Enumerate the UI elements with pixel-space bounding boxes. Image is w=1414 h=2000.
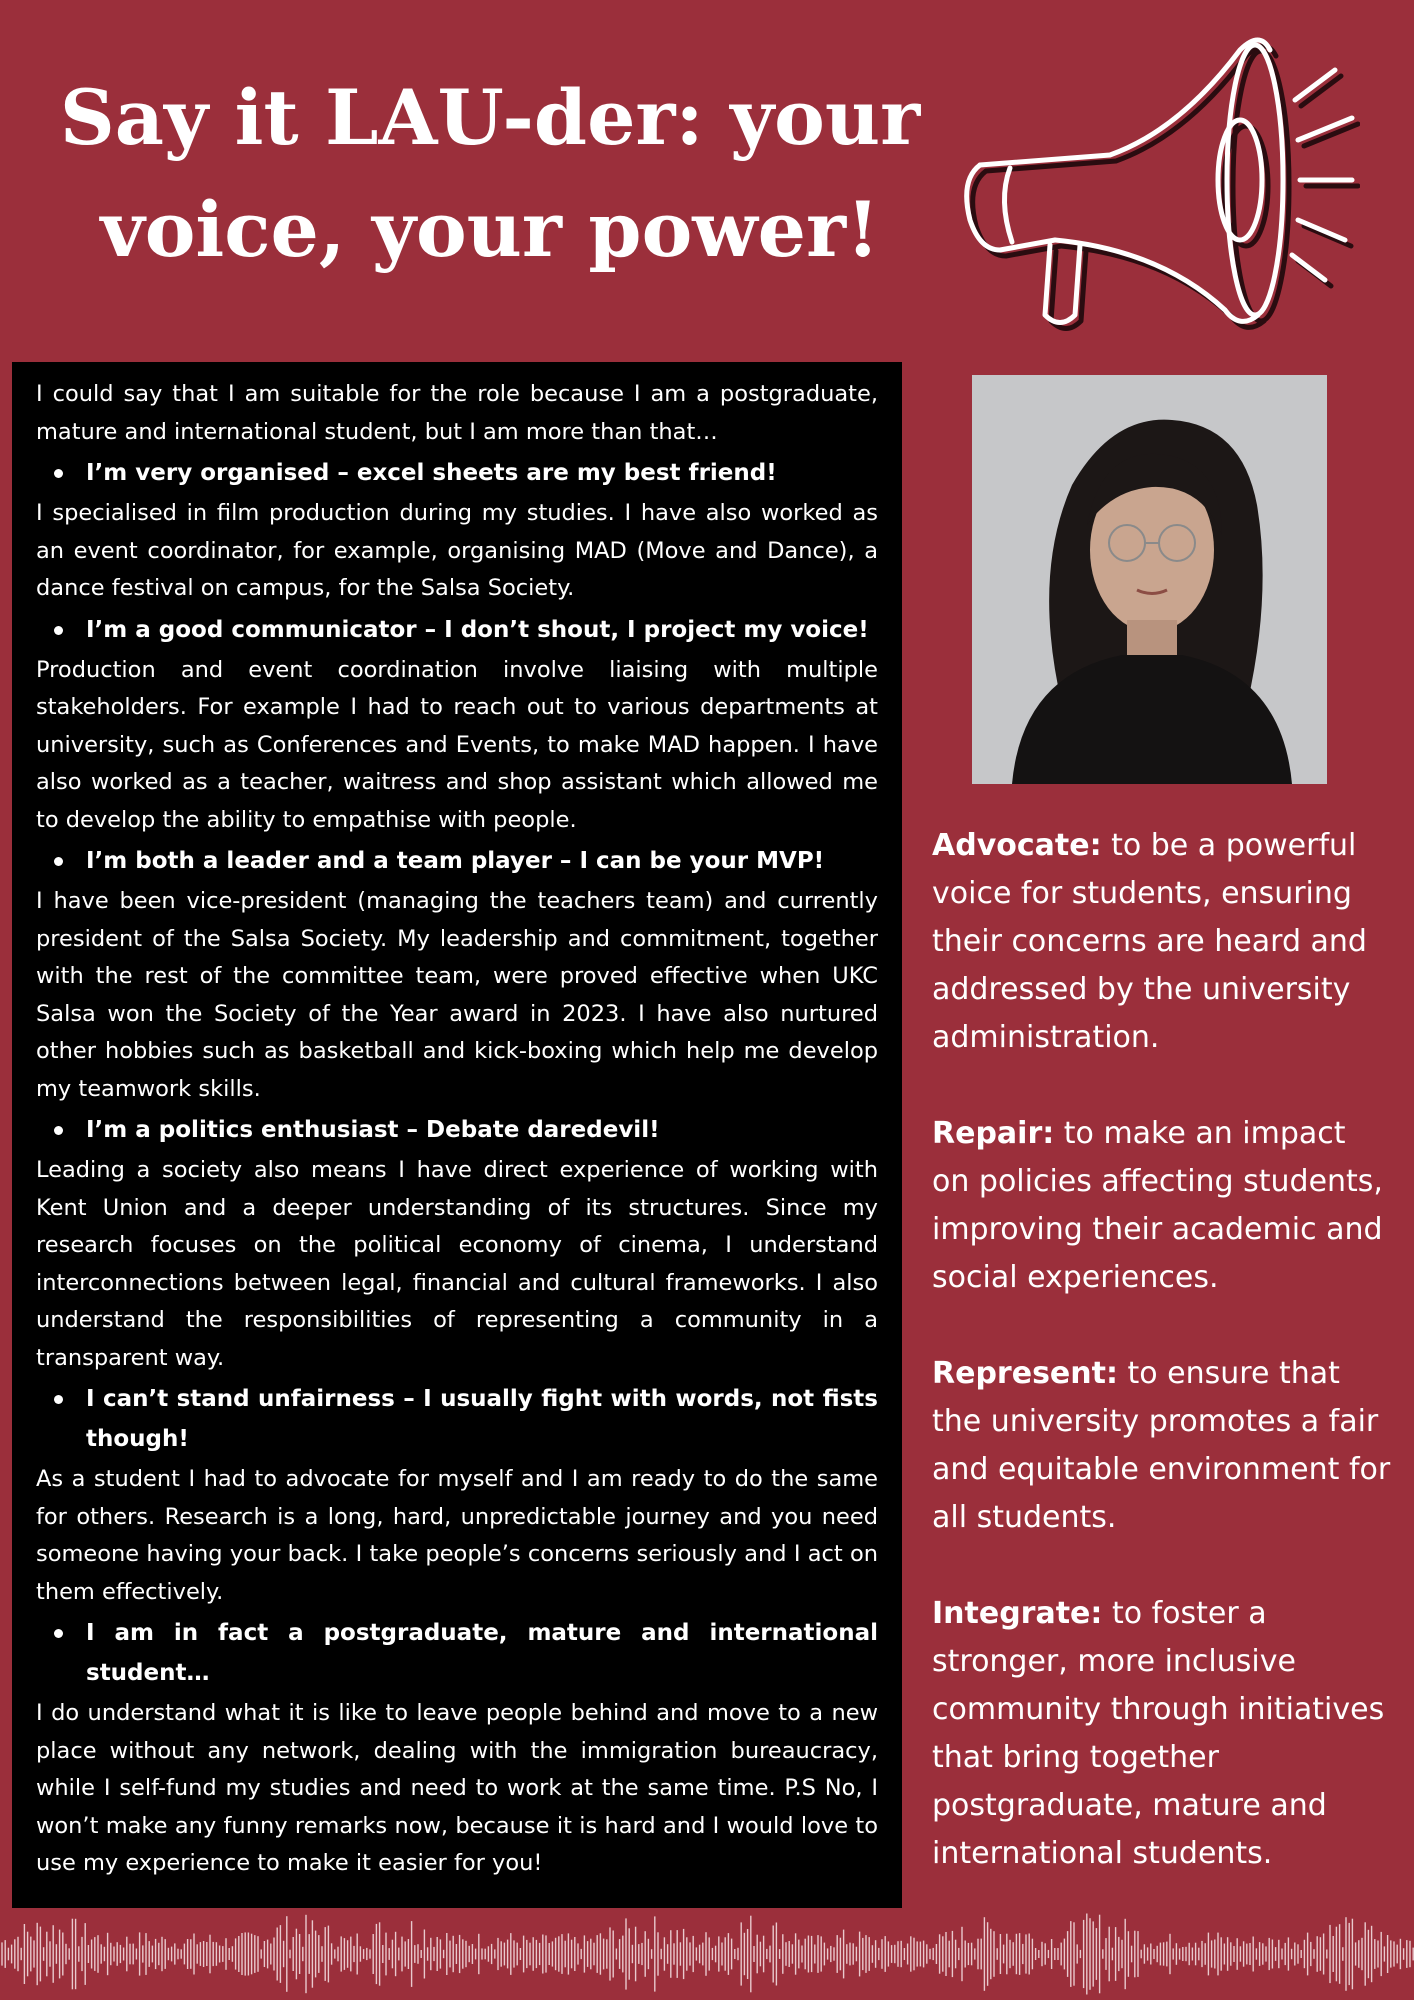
bullet-dot-icon bbox=[54, 1629, 63, 1638]
section-heading-text: I am in fact a postgraduate, mature and international student… bbox=[86, 1620, 878, 1686]
goal-integrate bbox=[932, 1590, 1392, 1878]
section-heading-unfairness bbox=[36, 1379, 878, 1459]
goal-repair bbox=[932, 1110, 1392, 1302]
section-paragraph-unfairness: As a student I had to advocate for myself and I am ready to do the same for others. Research is a long, hard, unpredictable journey and you need someone having your back. I take people’s concerns seriously and I act on them effectively. bbox=[36, 1466, 878, 1605]
goal-text: to be a powerful voice for students, ensuring their concerns are heard and addressed by the university administration. bbox=[932, 828, 1367, 1055]
goal-text: to foster a stronger, more inclusive community through initiatives that bring together postgraduate, mature and international students. bbox=[932, 1596, 1385, 1871]
campaign-goals bbox=[932, 822, 1392, 1878]
section-heading-international bbox=[36, 1613, 878, 1693]
section-heading-text: I can’t stand unfairness – I usually fight with words, not fists though! bbox=[86, 1386, 878, 1452]
goal-advocate bbox=[932, 822, 1392, 1062]
intro-paragraph: I could say that I am suitable for the role because I am a postgraduate, mature and international student, but I am more than that… bbox=[36, 381, 878, 445]
sound-wave-icon bbox=[0, 1908, 1414, 2000]
goal-text: to ensure that the university promotes a fair and equitable environment for all students. bbox=[932, 1356, 1391, 1535]
portrait-image bbox=[972, 375, 1327, 784]
bullet-dot-icon bbox=[54, 469, 63, 478]
bullet-dot-icon bbox=[54, 1126, 63, 1135]
section-heading-politics bbox=[36, 1110, 878, 1150]
section-paragraph-international: I do understand what it is like to leave people behind and move to a new place without any network, dealing with the immigration bureaucracy, while I self-fund my studies and need to work at the same time. P.S No, I won’t make any funny remarks now, because it is hard and I would love to use my experience to make it easier for you! bbox=[36, 1700, 878, 1876]
candidate-statement-panel bbox=[12, 362, 902, 1908]
bullet-dot-icon bbox=[54, 626, 63, 635]
bullet-dot-icon bbox=[54, 1395, 63, 1404]
goal-represent bbox=[932, 1350, 1392, 1542]
section-paragraph-politics: Leading a society also means I have direct experience of working with Kent Union and a deeper understanding of its structures. Since my research focuses on the political economy of cinema, I understand interconnections between legal, financial and cultural frameworks. I also understand the responsibilities of representing a community in a transparent way. bbox=[36, 1157, 878, 1371]
section-paragraph-communicator: Production and event coordination involve liaising with multiple stakeholders. For example I had to reach out to various departments at university, such as Conferences and Events, to make MAD happen. I have also worked as a teacher, waitress and shop assistant which allowed me to develop the ability to empathise with people. bbox=[36, 656, 878, 833]
goal-term: Represent: bbox=[932, 1356, 1118, 1391]
bullet-dot-icon bbox=[54, 857, 63, 866]
megaphone-icon bbox=[940, 30, 1360, 340]
goal-term: Integrate: bbox=[932, 1596, 1103, 1631]
goal-term: Repair: bbox=[932, 1116, 1055, 1151]
section-heading-communicator bbox=[36, 610, 878, 650]
section-paragraph-organised: I specialised in film production during my studies. I have also worked as an event coordinator, for example, organising MAD (Move and Dance), a dance festival on campus, for the Salsa Society. bbox=[36, 500, 878, 601]
section-heading-text: I’m a good communicator – I don’t shout, I project my voice! bbox=[86, 616, 869, 643]
section-heading-text: I’m very organised – excel sheets are my best friend! bbox=[86, 460, 777, 486]
section-paragraph-leader: I have been vice-president (managing the teachers team) and currently president of the Salsa Society. My leadership and commitment, together with the rest of the committee team, were proved effective when UKC Salsa won the Society of the Year award in 2023. I have also nurtured other hobbies such as basketball and kick-boxing which help me develop my teamwork skills. bbox=[36, 888, 878, 1102]
section-heading-leader bbox=[36, 841, 878, 881]
goal-text: to make an impact on policies affecting students, improving their academic and social experiences. bbox=[932, 1116, 1383, 1295]
title-line-1: Say it LAU-der: your bbox=[59, 73, 921, 162]
section-heading-text: I’m both a leader and a team player – I can be your MVP! bbox=[86, 848, 825, 874]
section-heading-organised bbox=[36, 453, 878, 493]
page-title bbox=[40, 62, 940, 286]
candidate-photo bbox=[972, 375, 1327, 784]
section-heading-text: I’m a politics enthusiast – Debate daredevil! bbox=[86, 1117, 660, 1143]
goal-term: Advocate: bbox=[932, 828, 1102, 863]
title-line-2: voice, your power! bbox=[100, 185, 880, 274]
